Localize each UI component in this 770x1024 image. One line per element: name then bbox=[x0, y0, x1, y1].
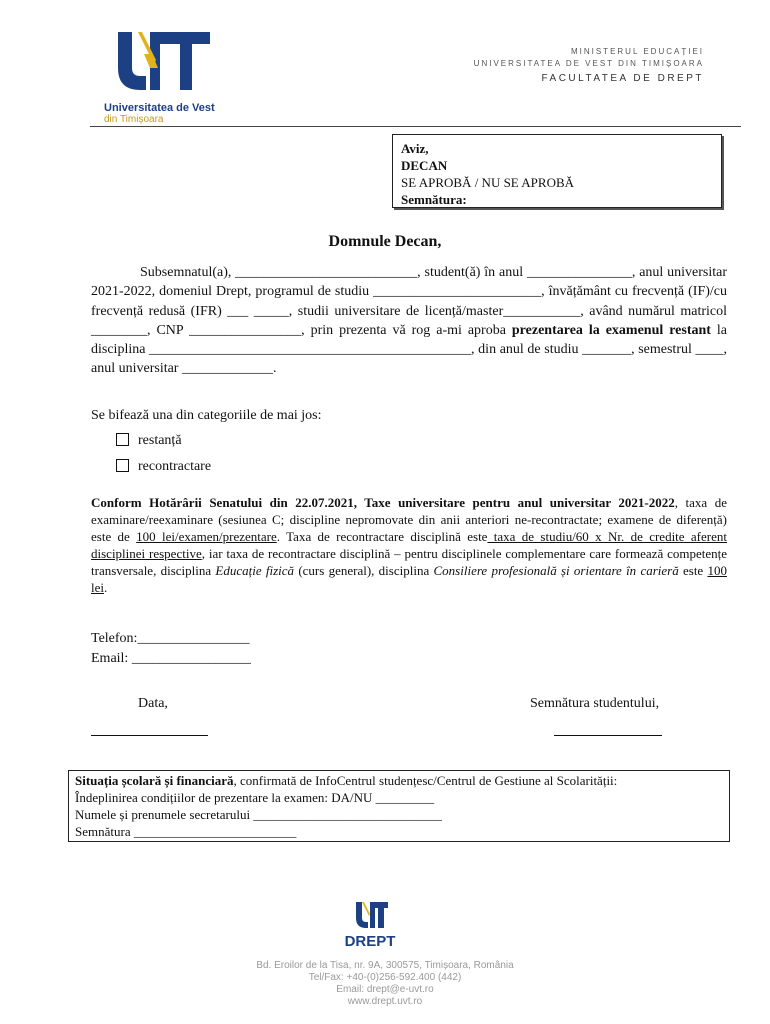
drept-logo-text: DREPT bbox=[344, 933, 396, 950]
conditions-line: Îndeplinirea condițiilor de prezentare la examen: DA/NU _________ bbox=[75, 790, 435, 805]
date-label: Data, bbox=[138, 696, 168, 711]
phone-field[interactable]: Telefon:________________ bbox=[91, 631, 250, 646]
university-name: Universitatea de Vest bbox=[104, 102, 215, 114]
academic-status-box bbox=[68, 770, 730, 842]
approval-options: SE APROBĂ / NU SE APROBĂ bbox=[401, 175, 575, 190]
signature-label: Semnătura: bbox=[401, 192, 467, 207]
footer-website[interactable]: www.drept.uvt.ro bbox=[347, 996, 423, 1007]
senate-decision-paragraph bbox=[91, 494, 727, 596]
restanta-label: restanță bbox=[138, 433, 182, 448]
senate-text-4: (curs general), disciplina bbox=[294, 563, 434, 578]
faculty-label: FACULTATEA DE DREPT bbox=[541, 73, 704, 84]
letter-title: Domnule Decan, bbox=[328, 233, 442, 250]
university-label: UNIVERSITATEA DE VEST DIN TIMIȘOARA bbox=[473, 59, 704, 68]
senate-title: Conform Hotărârii Senatului din 22.07.2021, Taxe universitare pentru anul universitar 2021-2022 bbox=[91, 495, 675, 510]
request-text-b: la disciplina ______________________________________________, din anul de studiu _______, semestrul ____, anul universitar _____________. bbox=[91, 322, 728, 377]
footer-address: Bd. Eroilor de la Tisa, nr. 9A, 300575, Timișoara, România bbox=[256, 960, 514, 971]
senate-text-2: . Taxa de recontractare disciplină este bbox=[276, 529, 488, 544]
aviz-label: Aviz, bbox=[401, 141, 429, 156]
ministry-label: MINISTERUL EDUCAȚIEI bbox=[570, 47, 704, 56]
dean-label: DECAN bbox=[401, 158, 448, 173]
student-signature-label: Semnătura studentului, bbox=[530, 696, 660, 711]
recontractare-checkbox[interactable] bbox=[116, 459, 129, 472]
exam-fee: 100 lei/examen/prezentare bbox=[136, 529, 277, 544]
footer-phone: Tel/Fax: +40-(0)256-592.400 (442) bbox=[308, 972, 462, 983]
email-field[interactable]: Email: _________________ bbox=[91, 651, 251, 666]
recontractare-label: recontractare bbox=[138, 459, 212, 474]
aviz-box bbox=[392, 134, 722, 208]
request-text-a: Subsemnatul(a), __________________________, student(ă) în anul _______________, anul universitar 2021-2022, domeniul Drept, programul de studiu ________________________, învățământ cu frecvență (IF)/cu frecvență redusă (IFR) ___ _____, studii universitare de licență/master___________, având numărul matricol ________, CNP ________________, prin prezenta vă rog a-mi aproba bbox=[91, 265, 727, 338]
secretary-name-line: Numele și prenumele secretarului _____________________________ bbox=[75, 807, 442, 822]
discipline-fee: 100 lei bbox=[91, 563, 727, 595]
drept-logo bbox=[340, 898, 400, 950]
status-title: Situația școlară și financiară bbox=[75, 773, 234, 788]
recontract-fee: taxa de studiu/60 x Nr. de credite aferent disciplinei respective bbox=[91, 529, 727, 561]
senate-text-6: . bbox=[104, 580, 108, 595]
request-paragraph bbox=[91, 263, 727, 379]
senate-text-3: , iar taxa de recontractare disciplină – pentru disciplinele complementare care formează competențe transversale, disciplina bbox=[91, 546, 727, 578]
restanta-checkbox[interactable] bbox=[116, 433, 129, 446]
status-confirm-text: , confirmată de InfoCentrul studențesc/Centrul de Gestiune al Scolarității: bbox=[233, 773, 618, 788]
student-signature-line[interactable] bbox=[554, 735, 662, 736]
discipline-counseling: Consiliere profesională și orientare în carieră bbox=[433, 563, 679, 578]
categories-label: Se bifează una din categoriile de mai jos: bbox=[91, 408, 322, 423]
request-text-bold: prezentarea la examenul restant bbox=[511, 322, 711, 338]
footer-email[interactable]: Email: drept@e-uvt.ro bbox=[336, 984, 434, 995]
discipline-pe: Educație fizică bbox=[215, 563, 295, 578]
header-divider bbox=[90, 126, 741, 127]
date-line[interactable] bbox=[91, 735, 208, 736]
secretary-signature-line: Semnătura _________________________ bbox=[75, 824, 297, 839]
senate-text-1: , taxa de examinare/reexaminare (sesiunea C; discipline nepromovate din anii anteriori ne-recontractate; examene de diferență) este de bbox=[91, 495, 727, 544]
university-city: din Timișoara bbox=[104, 114, 164, 125]
senate-text-5: este bbox=[678, 563, 708, 578]
